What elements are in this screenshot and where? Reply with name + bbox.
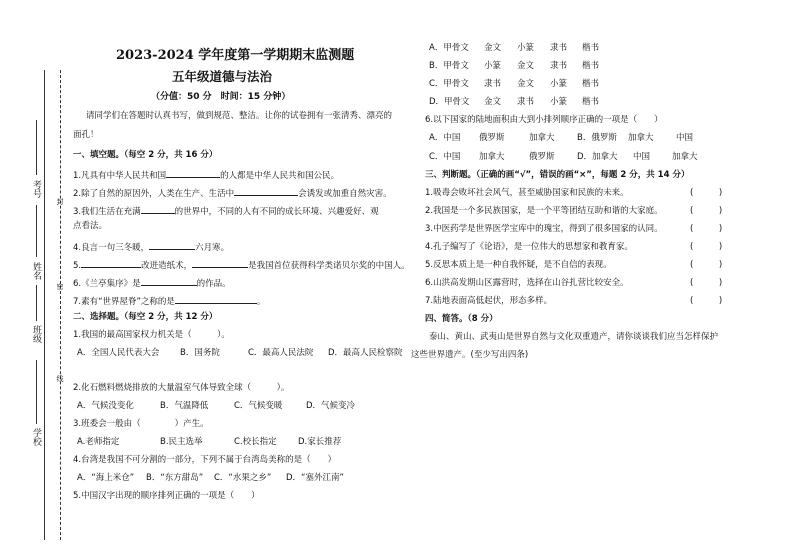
seal-char-feng: 封 bbox=[56, 198, 64, 205]
judge-item-5: 5.反思本质上是一种自我怀疑，是不自信的表现。 bbox=[425, 260, 612, 270]
q6-c-2: 加拿大 bbox=[479, 152, 505, 162]
score-info: （分值：50 分 时间：15 分钟） bbox=[151, 92, 291, 102]
judge-item-7: 7.陆地表面高低起伏，形态多样。 bbox=[425, 296, 553, 306]
q5-a-3: 小篆 bbox=[517, 43, 535, 53]
sidebar-solid-line bbox=[44, 70, 45, 540]
choice-question-2: 2.化石燃料燃烧排放的大量温室气体导致全球（ ）。 bbox=[73, 383, 290, 393]
q6-b-3: 中国 bbox=[676, 133, 694, 143]
q5-c-2: 隶书 bbox=[484, 79, 502, 89]
judge-answer-6[interactable]: ( ) bbox=[690, 278, 723, 288]
name-label: 姓名 bbox=[31, 262, 41, 280]
fill-question-7 bbox=[73, 294, 265, 308]
intro-line-1: 请同学们在答题时认真书写，做到规范、整洁。让你的试卷拥有一张清秀、漂亮的 bbox=[86, 111, 393, 121]
q5-c-5: 楷书 bbox=[582, 79, 600, 89]
school-label: 学校 bbox=[31, 428, 41, 446]
q5-b-1: B．甲骨文 bbox=[429, 61, 469, 71]
q5-b-3: 金文 bbox=[517, 61, 535, 71]
judge-answer-1[interactable]: ( ) bbox=[690, 188, 723, 198]
q6-c-1: C．中国 bbox=[429, 152, 461, 162]
q5-d-5: 楷书 bbox=[582, 97, 600, 107]
q5-a-2: 金文 bbox=[484, 43, 502, 53]
q5-c-4: 小篆 bbox=[550, 79, 568, 89]
q5-d-4: 小篆 bbox=[550, 97, 568, 107]
q5-d-1: D．甲骨文 bbox=[429, 97, 470, 107]
q5-a-5: 楷书 bbox=[582, 43, 600, 53]
q1-blank[interactable] bbox=[166, 168, 220, 178]
q1-option-a[interactable]: A．全国人民代表大会 bbox=[77, 348, 160, 358]
q5-b-5: 楷书 bbox=[582, 61, 600, 71]
sidebar-dashed-line bbox=[60, 70, 61, 540]
q6-text-a: 6.《兰亭集序》是 bbox=[73, 279, 141, 289]
q4-blank[interactable] bbox=[149, 240, 195, 250]
q2-option-d[interactable]: D．气候变冷 bbox=[306, 401, 356, 411]
exam-subtitle: 五年级道德与法治 bbox=[172, 69, 273, 84]
q5-a-1: A．甲骨文 bbox=[429, 43, 469, 53]
judge-item-6: 6.山洪高发期山区露营时，选择在山谷扎营比较安全。 bbox=[425, 278, 629, 288]
class-label: 班级 bbox=[31, 325, 41, 343]
q2-text-b: 会诱发或加重自然灾害。 bbox=[298, 189, 392, 199]
q7-text-b: 。 bbox=[256, 297, 266, 307]
q6-c-3: 俄罗斯 bbox=[529, 152, 555, 162]
choice-question-6: 6.以下国家的陆地面积由大到小排列顺序正确的一项是（ ） bbox=[425, 115, 663, 125]
q5-text-a: 5. bbox=[73, 261, 82, 271]
section4-heading: 四、简答。（8 分） bbox=[425, 314, 498, 324]
intro-line-2: 面孔！ bbox=[73, 130, 99, 140]
name-blank bbox=[36, 205, 37, 257]
q1-option-d[interactable]: D．最高人民检察院 bbox=[328, 348, 403, 358]
q2-text-a: 2.除了自然的原因外，人类在生产、生活中 bbox=[73, 189, 235, 199]
q1-option-b[interactable]: B．国务院 bbox=[180, 348, 220, 358]
judge-answer-3[interactable]: ( ) bbox=[690, 224, 723, 234]
q6-b-1: B．俄罗斯 bbox=[577, 133, 617, 143]
q5-blank-1[interactable] bbox=[81, 258, 141, 268]
q5-c-3: 金文 bbox=[517, 79, 535, 89]
seal-char-xian: 线 bbox=[56, 375, 64, 382]
q6-a-3: 加拿大 bbox=[529, 133, 555, 143]
exam-number-label: 考号 bbox=[31, 180, 41, 198]
q4-option-d[interactable]: D．“塞外江南” bbox=[286, 473, 344, 483]
q4-text-a: 4.良言一句三冬暖， bbox=[73, 243, 150, 253]
choice-question-4: 4.台湾是我国不可分割的一部分，下列不属于台湾岛美称的是（ ） bbox=[73, 455, 337, 465]
q3-option-d[interactable]: D.家长推荐 bbox=[298, 437, 342, 447]
q5-d-3: 隶书 bbox=[517, 97, 535, 107]
judge-answer-2[interactable]: ( ) bbox=[690, 206, 723, 216]
q6-d-3: 加拿大 bbox=[672, 152, 698, 162]
q5-blank-2[interactable] bbox=[192, 258, 248, 268]
judge-item-3: 3.中医药学是世界医学宝库中的瑰宝，得到了很多国家的认同。 bbox=[425, 224, 663, 234]
section1-heading: 一、填空题。（每空 2 分，共 16 分） bbox=[73, 150, 218, 160]
fill-question-4 bbox=[73, 240, 229, 254]
q3-option-c[interactable]: C.校长指定 bbox=[234, 437, 277, 447]
exam-number-blank bbox=[36, 120, 37, 175]
seal-char-mi: 密 bbox=[56, 283, 64, 290]
fill-question-3-cont: 点看法。 bbox=[73, 221, 108, 231]
school-blank bbox=[36, 360, 37, 424]
q4-option-a[interactable]: A．“海上米仓” bbox=[77, 473, 135, 483]
q3-text-a: 3.我们生活在充满 bbox=[73, 207, 141, 217]
q1-option-c[interactable]: C．最高人民法院 bbox=[248, 348, 314, 358]
q5-c-1: C．甲骨文 bbox=[429, 79, 469, 89]
q4-option-c[interactable]: C．“水果之乡” bbox=[214, 473, 272, 483]
q6-blank[interactable] bbox=[141, 276, 197, 286]
q6-d-1: D．加拿大 bbox=[577, 152, 618, 162]
q5-b-4: 隶书 bbox=[550, 61, 568, 71]
judge-item-2: 2.我国是一个多民族国家，是一个平等团结互助和谐的大家庭。 bbox=[425, 206, 663, 216]
judge-item-1: 1.吸毒会败坏社会风气，甚至威胁国家和民族的未来。 bbox=[425, 188, 629, 198]
q5-text-b: 改进造纸术， bbox=[141, 261, 193, 271]
exam-title: 2023-2024 学年度第一学期期末监测题 bbox=[116, 48, 355, 63]
q3-text-b: 的世界中，不同的人有不同的成长环境、兴趣爱好、观 bbox=[174, 207, 379, 217]
q7-blank[interactable] bbox=[175, 294, 257, 304]
q3-option-b[interactable]: B.民主选举 bbox=[160, 437, 203, 447]
fill-question-2 bbox=[73, 186, 392, 200]
section2-heading: 二、选择题。（每空 2 分，共 12 分） bbox=[73, 312, 218, 322]
judge-answer-7[interactable]: ( ) bbox=[690, 296, 723, 306]
fill-question-5 bbox=[73, 258, 410, 272]
q5-a-4: 隶书 bbox=[550, 43, 568, 53]
fill-question-6 bbox=[73, 276, 231, 290]
q6-d-2: 中国 bbox=[633, 152, 651, 162]
q3-option-a[interactable]: A.老师指定 bbox=[77, 437, 120, 447]
judge-answer-5[interactable]: ( ) bbox=[690, 260, 723, 270]
fill-question-1 bbox=[73, 168, 339, 182]
q5-d-2: 金文 bbox=[484, 97, 502, 107]
class-blank bbox=[36, 285, 37, 321]
essay-question-line-1: 泰山、黄山、武夷山是世界自然与文化双重遗产，请你谈谈我们应当怎样保护 bbox=[429, 332, 719, 342]
judge-item-4: 4.孔子编写了《论语》，是一位伟大的思想家和教育家。 bbox=[425, 242, 633, 252]
q2-blank[interactable] bbox=[234, 186, 298, 196]
essay-question-line-2: 这些世界遗产。(至少写出四条) bbox=[411, 350, 529, 360]
section3-heading: 三、判断题。（正确的画“√”，错误的画“×”，每题 2 分，共 14 分） bbox=[425, 170, 690, 180]
fill-question-3 bbox=[73, 204, 379, 218]
q5-b-2: 小篆 bbox=[484, 61, 502, 71]
judge-answer-4[interactable]: ( ) bbox=[690, 242, 723, 252]
q6-b-2: 加拿大 bbox=[628, 133, 654, 143]
q6-text-b: 的作品。 bbox=[196, 279, 231, 289]
q1-text-b: 的人都是中华人民共和国公民。 bbox=[220, 171, 340, 181]
q7-text-a: 7.素有“世界屋脊”之称的是 bbox=[73, 297, 175, 307]
choice-question-1: 1.我国的最高国家权力机关是（ ）。 bbox=[73, 330, 230, 340]
q3-blank[interactable] bbox=[141, 204, 175, 214]
q5-text-c: 是我国首位获得科学类诺贝尔奖的中国人。 bbox=[248, 261, 410, 271]
q6-a-2: 俄罗斯 bbox=[479, 133, 505, 143]
q2-option-a[interactable]: A．气候没变化 bbox=[77, 401, 134, 411]
q4-text-b: 六月寒。 bbox=[195, 243, 230, 253]
q4-option-b[interactable]: B．“东方甜岛” bbox=[146, 473, 204, 483]
choice-question-5: 5.中国汉字出现的顺序排列正确的一项是（ ） bbox=[73, 491, 260, 501]
q6-a-1: A．中国 bbox=[429, 133, 461, 143]
q2-option-c[interactable]: C．气候变暖 bbox=[234, 401, 283, 411]
q1-text-a: 1.凡具有中华人民共和国 bbox=[73, 171, 167, 181]
q2-option-b[interactable]: B．气温降低 bbox=[160, 401, 209, 411]
essay-answer-area[interactable] bbox=[411, 368, 751, 538]
choice-question-3: 3.班委会一般由（ ）产生。 bbox=[73, 419, 209, 429]
